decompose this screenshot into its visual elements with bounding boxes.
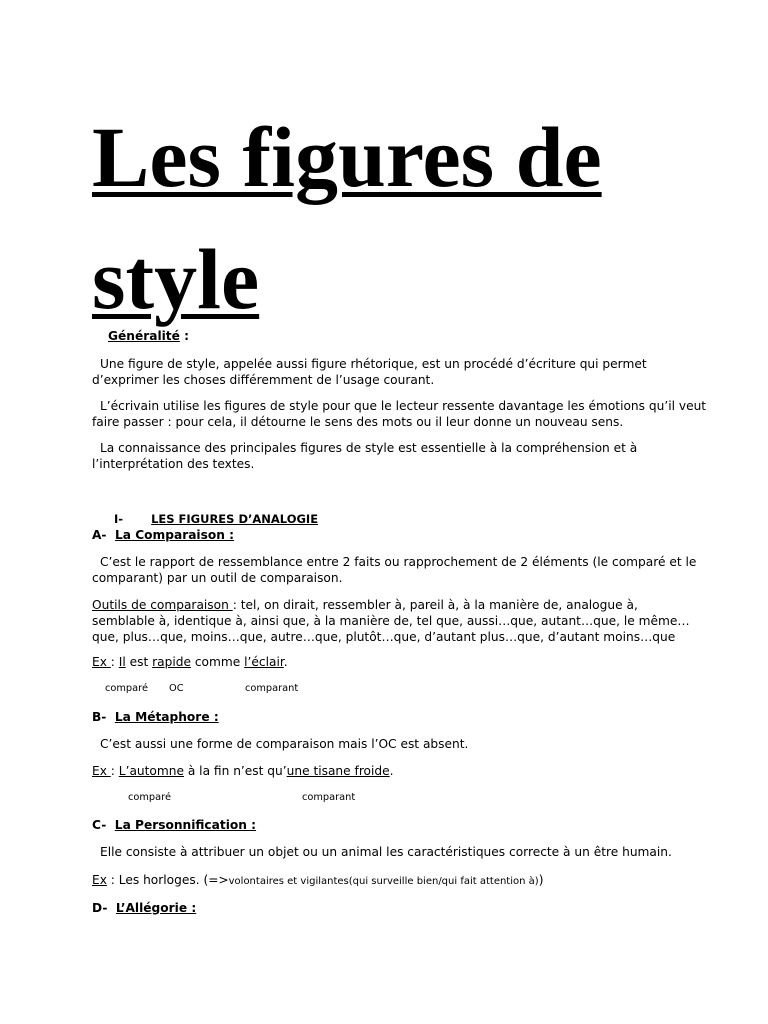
- generalite-paragraph-3: La connaissance des principales figures de style est essentielle à la compréhension et à l’interprétation des textes.: [92, 441, 638, 471]
- comparaison-example: Ex : Il est rapide comme l’éclair.: [92, 655, 288, 669]
- label-compare-2: comparé: [128, 792, 171, 803]
- comparaison-heading: A- La Comparaison :: [92, 528, 235, 542]
- label-oc: OC: [169, 683, 184, 694]
- comparaison-definition: C’est le rapport de ressemblance entre 2 faits ou rapprochement de 2 éléments (le comparé et le comparant) par un outil de comparaison.: [92, 555, 697, 585]
- generalite-paragraph-1: Une figure de style, appelée aussi figure rhétorique, est un procédé d’écriture qui permet d’exprimer les choses différemment de l’usage courant.: [92, 357, 647, 387]
- comparaison-outils: Outils de comparaison : tel, on dirait, ressembler à, pareil à, à la manière de, analogue à, semblable à, identique à, ainsi que, à la manière de, tel que, aussi…que, autant…que, le même… que, plus…que, moins…que, autre…que, plutôt…que, d’autant plus…que, d’autant moins…que: [92, 598, 690, 644]
- label-compare: comparé: [105, 683, 148, 694]
- label-comparant: comparant: [245, 683, 299, 694]
- metaphore-heading: B- La Métaphore :: [92, 710, 219, 724]
- personnification-heading: C- La Personnification :: [92, 818, 257, 832]
- generalite-heading: Généralité :: [108, 329, 190, 343]
- allegorie-heading: D- L’Allégorie :: [92, 901, 197, 915]
- generalite-paragraph-2: L’écrivain utilise les figures de style pour que le lecteur ressente davantage les émotions qu’il veut faire passer : pour cela, il détourne le sens des mots ou il leur donne un nouveau sens.: [92, 399, 707, 429]
- metaphore-example: Ex : L’automne à la fin n’est qu’une tisane froide.: [92, 764, 394, 778]
- personnification-definition: Elle consiste à attribuer un objet ou un animal les caractéristiques correcte à un être humain.: [100, 845, 672, 859]
- page-title-line-1: Les figures de: [92, 109, 602, 205]
- label-comparant-2: comparant: [302, 792, 356, 803]
- personnification-example: Ex : Les horloges. (=>volontaires et vigilantes(qui surveille bien/qui fait attention à)): [92, 873, 544, 887]
- section-1-heading: I- LES FIGURES D’ANALOGIE: [114, 512, 319, 526]
- page-title-line-2: style: [92, 231, 260, 327]
- metaphore-definition: C’est aussi une forme de comparaison mais l’OC est absent.: [100, 737, 469, 751]
